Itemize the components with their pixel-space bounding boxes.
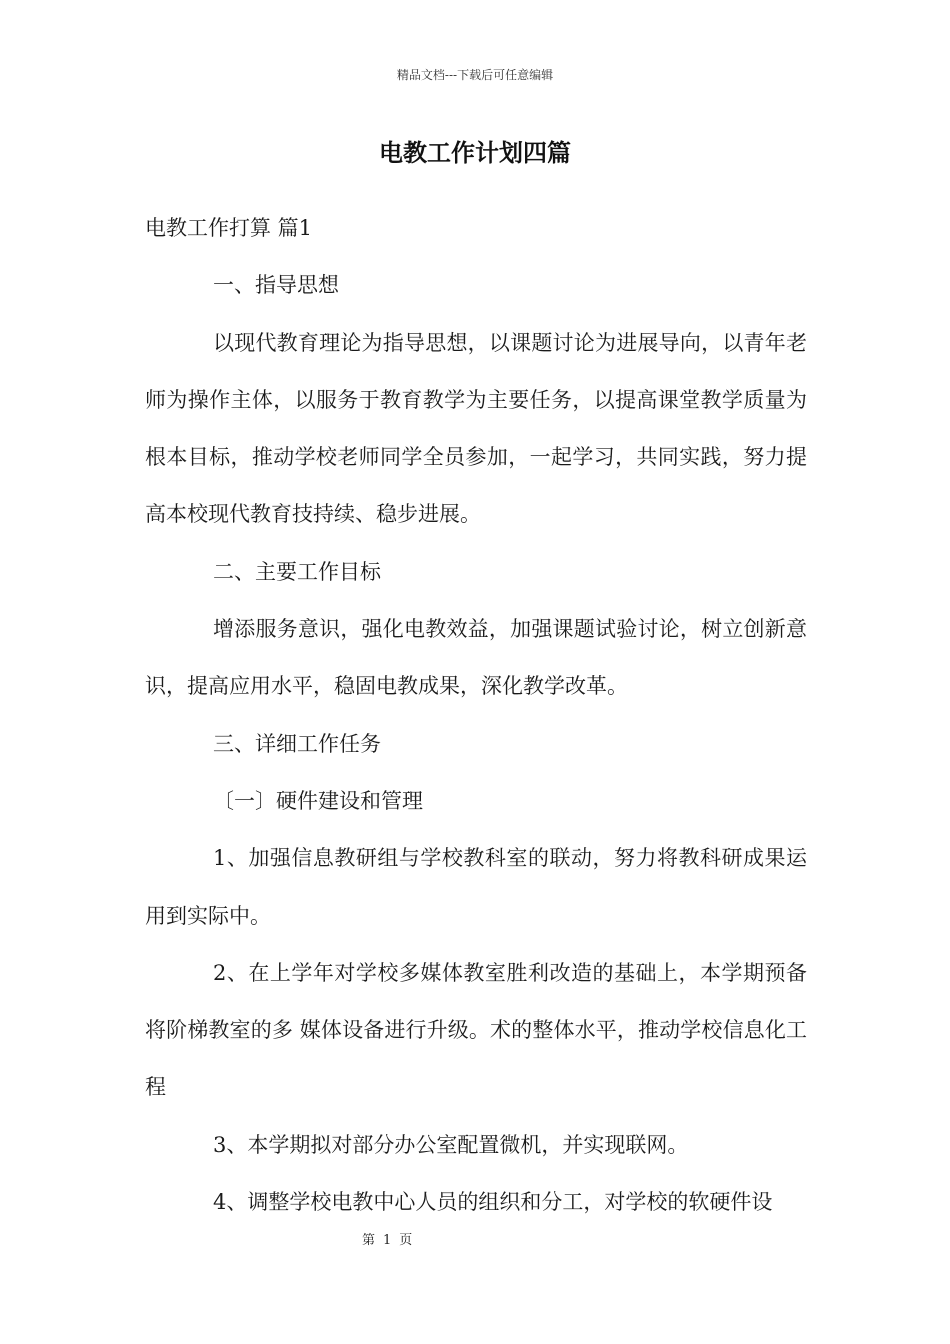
subheading-main-goals: 二、主要工作目标 (213, 559, 381, 584)
document-body (145, 200, 807, 1231)
list-item: 3、本学期拟对部分办公室配置微机，并实现联网。 (213, 1132, 689, 1157)
subheading-hardware: 〔一〕硬件建设和管理 (213, 788, 423, 813)
footer-suffix: 页 (399, 1233, 413, 1248)
paragraph: 以现代教育理论为指导思想，以课题讨论为进展导向，以青年老师为操作主体，以服务于教育教学为主要任务，以提高课堂教学质量为根本目标，推动学校老师同学全员参加，一起学习，共同实践，努力提高本校现代教育技持续、稳步进展。 (145, 330, 807, 527)
footer-prefix: 第 (362, 1233, 376, 1248)
list-item: 2、在上学年对学校多媒体教室胜利改造的基础上，本学期预备将阶梯教室的多 媒体设备进行升级。术的整体水平，推动学校信息化工程 (145, 960, 807, 1100)
subheading-guiding-ideology: 一、指导思想 (213, 273, 339, 298)
section-heading: 电教工作打算 篇1 (145, 216, 313, 240)
page-number: 1 (383, 1233, 392, 1248)
list-item: 4、调整学校电教中心人员的组织和分工，对学校的软硬件设 (213, 1190, 773, 1215)
header-note: 精品文档---下载后可任意编辑 (396, 68, 554, 82)
list-item: 1、加强信息教研组与学校教科室的联动，努力将教科研成果运用到实际中。 (145, 846, 807, 928)
document-title: 电教工作计划四篇 (379, 138, 571, 167)
page-footer (358, 1229, 416, 1248)
paragraph: 增添服务意识，强化电教效益，加强课题试验讨论，树立创新意识，提高应用水平，稳固电教成果，深化教学改革。 (145, 617, 807, 699)
subheading-detailed-tasks: 三、详细工作任务 (213, 731, 381, 756)
